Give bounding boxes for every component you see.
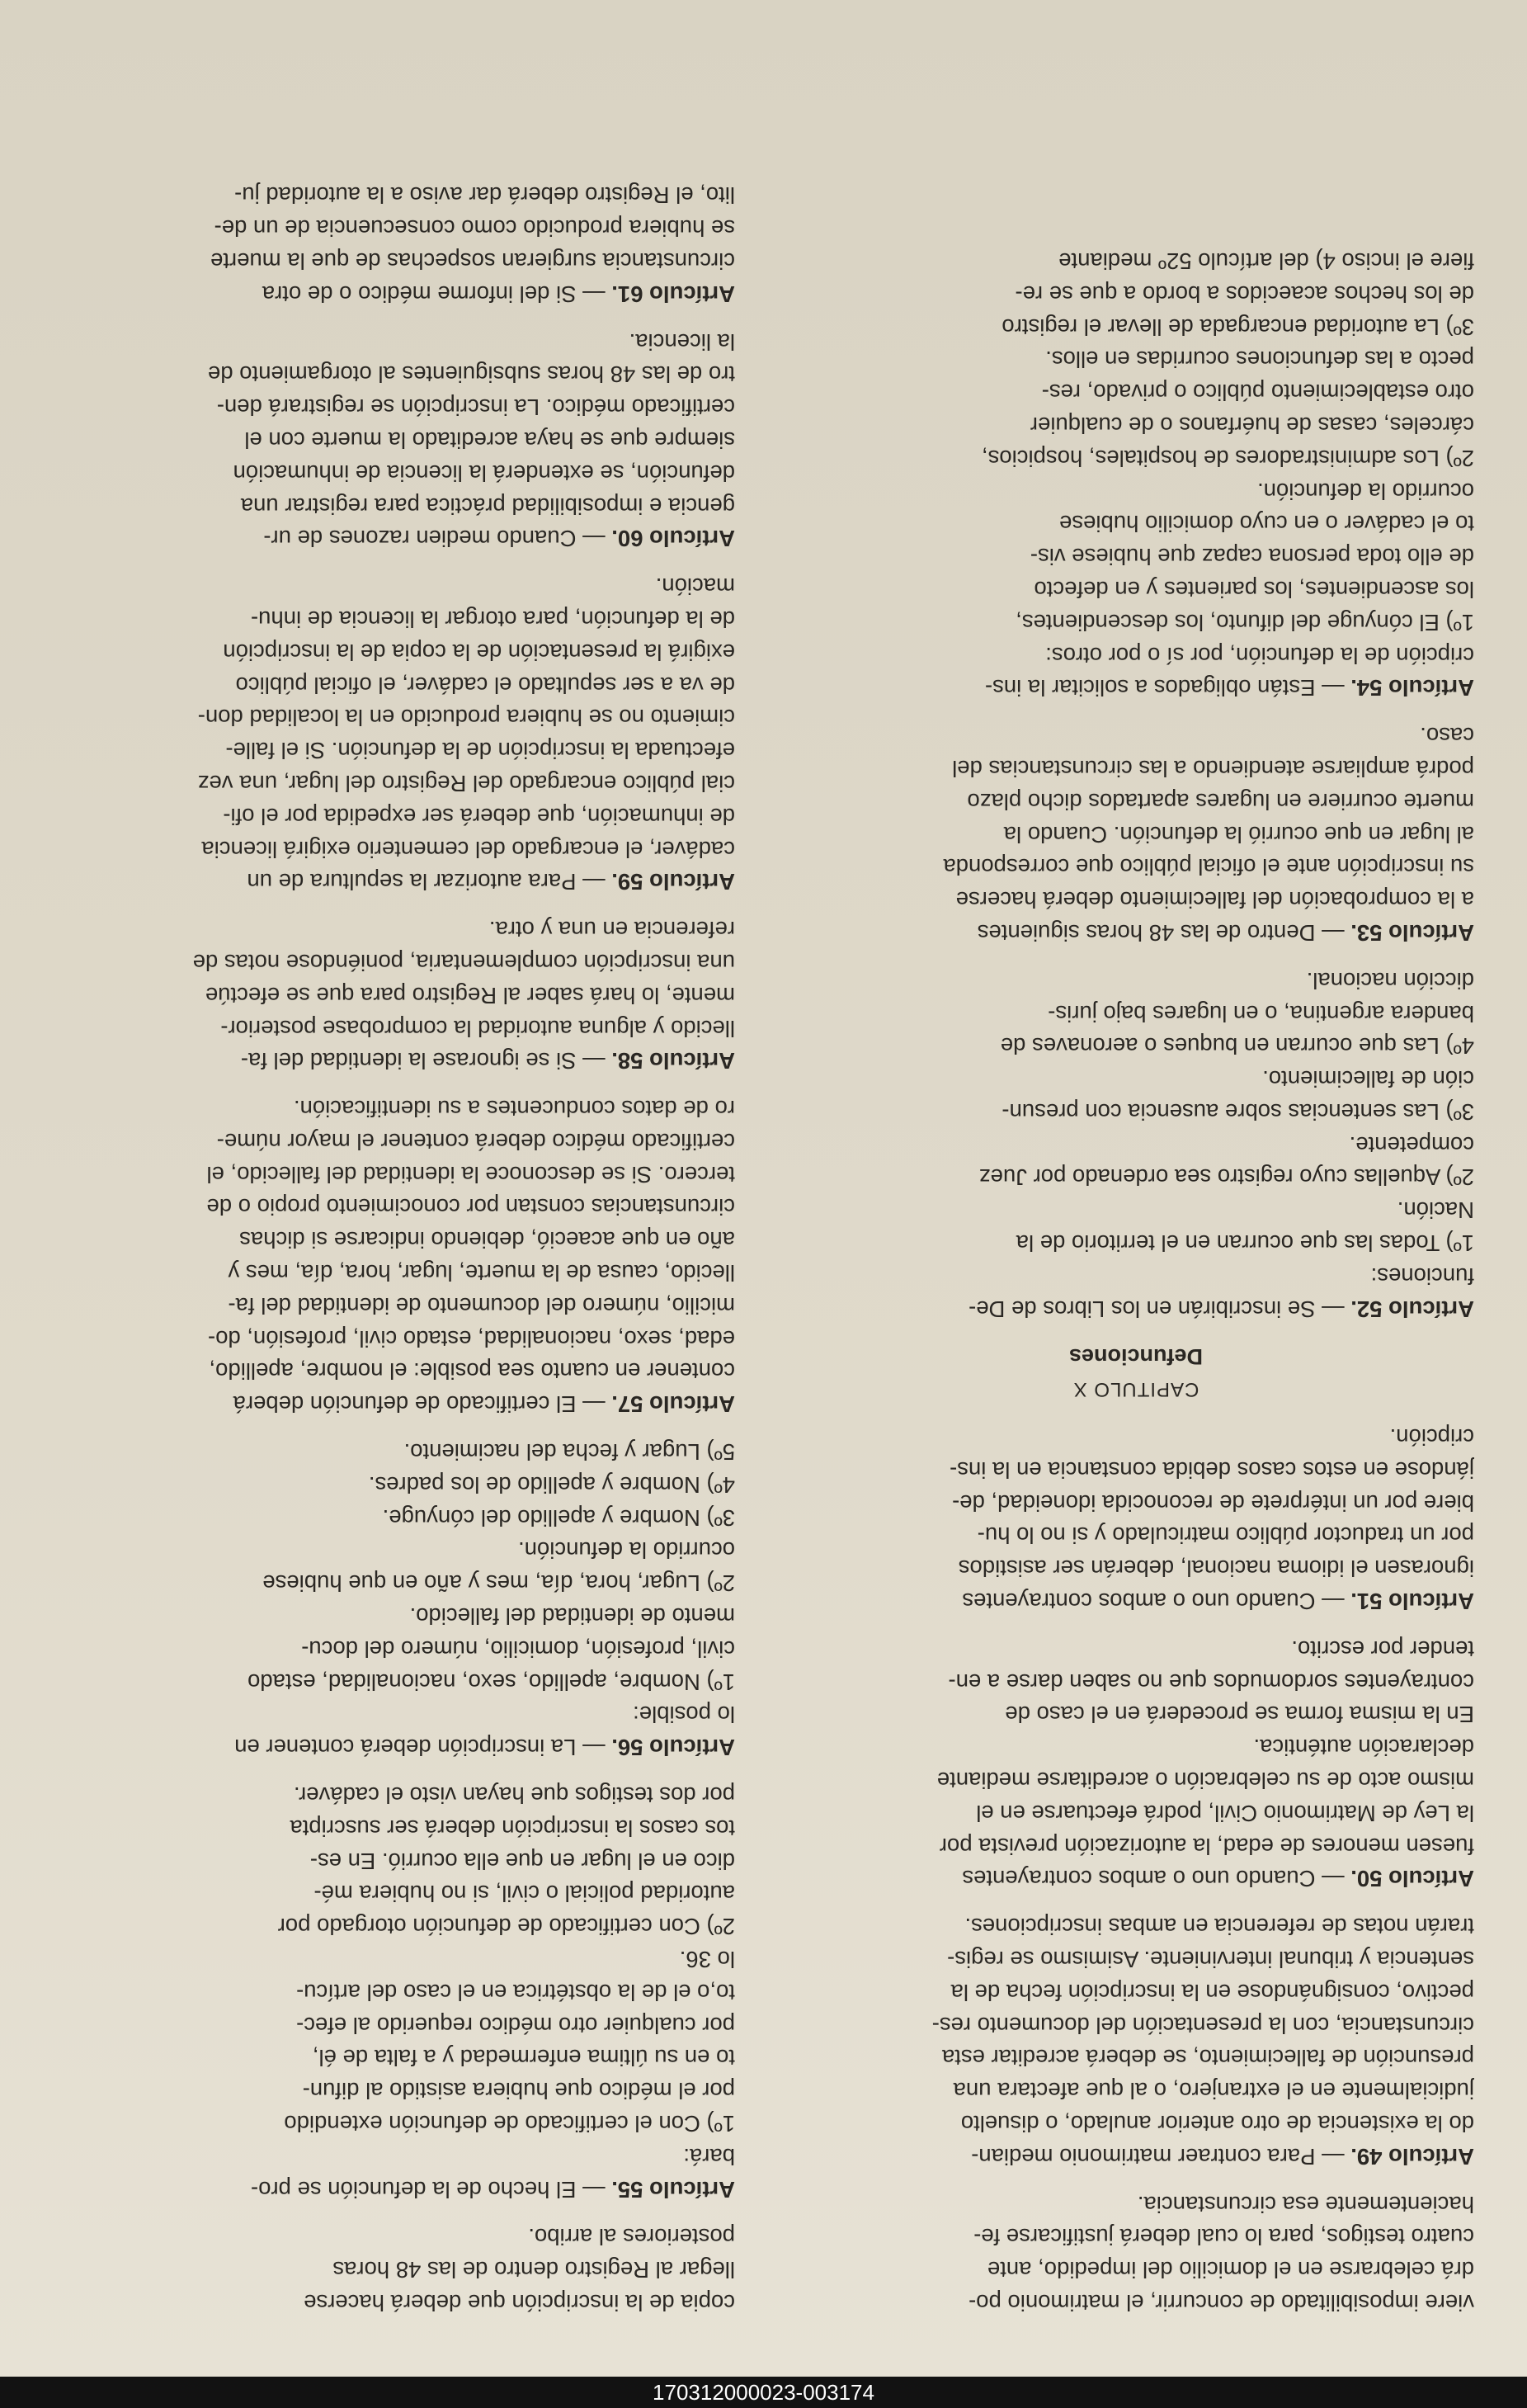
article-number: Artículo 59. <box>611 869 735 895</box>
text-line: ocurrido la defunción. <box>1257 478 1474 504</box>
text-line: mente, lo hará saber al Registro para que se efectúe <box>205 982 735 1008</box>
text-line: otro establecimiento público o privado, res- <box>1041 380 1474 406</box>
text-line: viere imposibilitado de concurrir, el matrimonio po- <box>969 2290 1474 2316</box>
text-line: 4º) Nombre y apellido de los padres. <box>368 1471 735 1498</box>
text-line: muerte ocurriere en lugares apartados dicho plazo <box>967 788 1474 814</box>
text-line: 2º) Lugar, hora, día, mes y año en que hubiese <box>262 1570 735 1597</box>
article-text: — Están obligados a solicitar la ins- <box>984 675 1351 701</box>
text-line: 3º) Nombre y apellido del cónyuge. <box>382 1504 735 1531</box>
article-number: Artículo 60. <box>611 526 735 552</box>
text-line: al lugar en que ocurrió la defunción. Cuando la <box>1003 821 1474 848</box>
text-line: tos casos la inscripción deberá ser suscripta <box>290 1815 735 1841</box>
text-line: siempre que se haya acreditado la muerte con el <box>244 427 735 453</box>
text-line: jándose en estos casos debida constancia en la ins- <box>950 1457 1474 1483</box>
text-line: por dos testigos que hayan visto el cadáver. <box>293 1782 735 1809</box>
text-line: do la existencia de otro anterior anulado, o disuelto <box>960 2111 1474 2137</box>
text-line: por un traductor público matriculado y si no lo hu- <box>977 1523 1474 1549</box>
text-line: llegar al Registro dentro de las 48 horas <box>332 2257 735 2283</box>
article-text: — El certificado de defunción deberá <box>233 1391 612 1418</box>
article-text: — Cuando uno o ambos contrayentes <box>962 1866 1351 1892</box>
text-line: por el médico que hubiera asistido al difun- <box>302 2078 735 2104</box>
text-line: una inscripción complementaria, poniéndose notas de <box>192 949 735 975</box>
article-first-line <box>798 916 1474 949</box>
text-line: a la comprobación del fallecimiento deberá hacerse <box>955 887 1474 914</box>
text-line: circunstancia surgieran sospechas de que la muerte <box>210 248 735 274</box>
article-number: Artículo 56. <box>611 1735 735 1761</box>
article-text: — Para autorizar la sepultura de un <box>247 869 612 895</box>
article-text: — El hecho de la defunción se pro- <box>251 2176 612 2203</box>
article-first-line <box>798 1863 1474 1896</box>
text-line: circunstancia, con la presentación del documento res- <box>931 2012 1474 2038</box>
text-line: presunción de fallecimiento, se deberá acreditar esta <box>941 2045 1474 2071</box>
scan-id-label: 170312000023-003174 <box>653 2380 874 2405</box>
text-line: sentencia y tribunal interviniente. Asimismo se regis- <box>947 1947 1474 1973</box>
text-line: los ascendientes, los parientes y en defecto <box>1034 576 1474 602</box>
paragraph-gap <box>59 555 735 569</box>
text-line: lito, el Registro deberá dar aviso a la autoridad ju- <box>234 182 735 209</box>
text-line: la licencia. <box>629 328 735 355</box>
text-line: to en su última enfermedad y a falta de él, <box>312 2045 735 2071</box>
text-line: cárceles, casas de huérfanos o de cualquier <box>1030 412 1474 438</box>
text-line: funciones: <box>1370 1263 1474 1289</box>
text-line: bandera argentina, o en lugares bajo juris- <box>1048 1000 1474 1027</box>
article-number: Artículo 58. <box>611 1048 735 1074</box>
paragraph-gap <box>59 1420 735 1435</box>
article-first-line <box>59 1730 735 1764</box>
article-first-line <box>59 866 735 899</box>
text-line: posteriores al arribo. <box>528 2224 735 2250</box>
article-first-line <box>798 1584 1474 1617</box>
text-line: de ello toda persona capaz que hubiese vis- <box>1030 544 1474 570</box>
text-line: su inscripción ante el oficial público que corresponda <box>943 854 1474 881</box>
paragraph-gap <box>59 1764 735 1778</box>
article-text: — La inscripción deberá contener en <box>234 1735 612 1761</box>
article-text: — Dentro de las 48 horas siguientes <box>977 919 1351 946</box>
text-line: En la misma forma se procederá en el caso de <box>1005 1702 1474 1728</box>
text-line: 1º) El cónyuge del difunto, los descendientes, <box>1016 609 1474 635</box>
text-line: to,o el de la obstétrica en el caso del artícu- <box>296 1979 735 2005</box>
text-line: llecido y alguna autoridad la comprobase posterior- <box>220 1015 735 1041</box>
article-first-line <box>798 2140 1474 2173</box>
text-line: trarán notas de referencia en ambas inscripciones. <box>964 1914 1474 1940</box>
article-number: Artículo 50. <box>1350 1866 1474 1892</box>
article-text: — Si del informe médico o de otra <box>262 281 612 307</box>
article-number: Artículo 53. <box>1350 919 1474 946</box>
text-line: llecido, causa de la muerte, lugar, hora, día, mes y <box>228 1260 735 1287</box>
text-line: ción de fallecimiento. <box>1262 1066 1474 1093</box>
article-number: Artículo 57. <box>611 1391 735 1418</box>
right-text-column <box>59 179 735 2319</box>
text-line: ignorasen el idioma nacional, deberán ser asistidos <box>958 1556 1474 1582</box>
text-line: fiere el inciso 4) del artículo 52º mediante <box>1058 248 1474 274</box>
text-line: 2º) Con certificado de defunción otorgado por <box>277 1914 735 1940</box>
text-line: referencia en una y otra. <box>488 917 735 943</box>
text-line: 2º) Los administradores de hospitales, hospicios, <box>981 445 1474 471</box>
article-number: Artículo 52. <box>1350 1296 1474 1322</box>
text-line: circunstancias constan por conocimiento propio o de <box>206 1194 735 1221</box>
text-line: lo posible: <box>633 1702 735 1728</box>
text-line: tro de las 48 horas subsiguientes al otorgamiento de <box>207 361 735 388</box>
text-line: judicialmente en el extranjero, o al que afectara una <box>953 2078 1474 2104</box>
text-line: mento de identidad del fallecido. <box>409 1603 735 1630</box>
chapter-heading: CAPITULO X <box>1072 1378 1199 1401</box>
article-first-line <box>59 522 735 555</box>
text-line: cadáver, el encargado del cementerio exigirá licencia <box>201 836 735 862</box>
text-line: cimiento no se hubiera producido en la localidad don- <box>197 705 735 731</box>
text-line: pecto a las defunciones ocurridas en ellos. <box>1045 347 1474 373</box>
paragraph-gap <box>798 704 1474 719</box>
paragraph-gap <box>59 310 735 325</box>
text-line: competente. <box>1349 1131 1474 1158</box>
text-line: cial público encargado del Registro del lugar, una vez <box>197 770 735 796</box>
article-first-line <box>798 1292 1474 1325</box>
text-line: autoridad policial o civil, si no hubiera mé- <box>313 1881 735 1907</box>
text-line: copia de la inscripción que deberá hacerse <box>304 2290 735 2316</box>
text-line: Nación. <box>1397 1197 1474 1224</box>
text-line: caso. <box>1420 723 1474 749</box>
text-line: biere por un intérprete de reconocida idoneidad, de- <box>952 1490 1474 1516</box>
text-line: tercero. Si se desconoce la identidad del fallecido, el <box>206 1161 735 1187</box>
paragraph-gap <box>798 949 1474 964</box>
text-line: la Ley de Matrimonio Civil, podrá efectuarse en el <box>976 1800 1474 1826</box>
article-text: — Si se ignorase la identidad del fa- <box>240 1048 612 1074</box>
text-line: de va a ser sepultado el cadáver, el oficial público <box>235 672 735 698</box>
left-text-column <box>798 244 1474 2319</box>
text-line: certificado médico. La inscripción se registrará den- <box>216 394 735 421</box>
text-line: de la defunción, para otorgar la licencia de inhu- <box>250 606 735 632</box>
paragraph-gap <box>798 1325 1474 1340</box>
text-line: 1º) Todas las que ocurran en el territorio de la <box>1016 1230 1474 1257</box>
text-line: de inhumación, que deberá ser expedida por el ofi- <box>223 803 735 829</box>
text-line: 3º) La autoridad encargada de llevar el registro <box>1002 314 1474 340</box>
text-line: 1º) Con el certificado de defunción extendido <box>284 2111 735 2137</box>
text-line: dicción nacional. <box>1306 967 1474 994</box>
text-line: 4º) Las que ocurran en buques o aeronaves de <box>1000 1033 1474 1060</box>
article-number: Artículo 49. <box>1350 2143 1474 2170</box>
text-line: mación. <box>655 574 735 600</box>
text-line: hacientemente esa circunstancia. <box>1137 2191 1474 2217</box>
text-line: bará: <box>683 2143 735 2170</box>
article-number: Artículo 54. <box>1350 675 1474 701</box>
text-line: podrá ampliarse atendiendo a las circunstancias del <box>952 755 1474 781</box>
text-line: por cualquier otro médico requerido al efec- <box>296 2012 735 2038</box>
article-first-line <box>59 2173 735 2206</box>
text-line: de los hechos acaecidos a bordo a que se re- <box>1015 281 1474 307</box>
text-line: cripción. <box>1389 1424 1474 1451</box>
text-line: ro de datos conducentes a su identificación. <box>293 1096 735 1122</box>
text-line: 1º) Nombre, apellido, sexo, nacionalidad, estado <box>247 1669 735 1695</box>
paragraph-gap <box>59 2206 735 2221</box>
text-line: 2º) Aquellas cuyo registro sea ordenado por Juez <box>978 1164 1474 1191</box>
text-line: contrayentes sordomudos que no saben darse a en- <box>948 1669 1474 1695</box>
text-line: tender por escrito. <box>1291 1636 1474 1662</box>
article-first-line <box>59 277 735 310</box>
text-line: micilio, número del documento de identidad del fa- <box>228 1292 735 1319</box>
text-line: cuatro testigos, para lo cual deberá justificarse fe- <box>973 2224 1474 2250</box>
text-line: defunción, se extenderá la licencia de inhumación <box>233 460 735 486</box>
article-number: Artículo 61. <box>611 281 735 307</box>
text-line: dico en el lugar en que ella ocurrió. En es- <box>309 1848 735 1874</box>
article-first-line <box>798 672 1474 705</box>
text-line: edad, sexo, nacionalidad, estado civil, profesión, do- <box>207 1325 735 1352</box>
text-line: gencia e imposibilidad práctica para registrar una <box>240 493 735 519</box>
text-line: exigirá la presentación de la copia de la inscripción <box>223 639 735 665</box>
article-text: — Cuando uno o ambos contrayentes <box>962 1589 1351 1615</box>
article-first-line <box>59 1045 735 1078</box>
text-line: cripción de la defunción, por sí o por otros: <box>1045 642 1474 668</box>
text-line: ocurrido la defunción. <box>518 1537 735 1564</box>
article-text: — Se inscribirán en los Libros de De- <box>969 1296 1351 1322</box>
text-line: se hubiera producido como consecuencia de un de- <box>214 215 735 242</box>
text-line: to el cadáver o en cuyo domicilio hubiese <box>1059 511 1474 537</box>
text-line: mismo acto de su celebración o acreditarse mediante <box>936 1768 1474 1794</box>
paragraph-gap <box>798 1617 1474 1632</box>
text-line: año en que acaeció, debiendo indicarse si dichas <box>239 1227 735 1254</box>
paragraph-gap <box>59 898 735 913</box>
text-line: pectivo, consignándose en la inscripción fecha de la <box>950 1979 1474 2005</box>
section-heading: Defunciones <box>1068 1344 1204 1370</box>
text-line: certificado médico deberá contener el mayor núme- <box>216 1128 735 1154</box>
scan-id-footer <box>0 2377 1527 2408</box>
text-line: declaración auténtica. <box>1253 1735 1474 1761</box>
text-line: 5º) Lugar y fecha del nacimiento. <box>403 1439 735 1466</box>
text-line: lo 36. <box>679 1947 735 1973</box>
text-line: civil, profesión, domicilio, número del docu- <box>301 1636 735 1662</box>
paragraph-gap <box>798 1895 1474 1910</box>
article-text: — Cuando medien razones de ur- <box>263 526 612 552</box>
article-number: Artículo 55. <box>611 2176 735 2203</box>
article-first-line <box>59 1387 735 1420</box>
text-line: 3º) Las sentencias sobre ausencia con presun- <box>1002 1098 1474 1125</box>
text-line: fuesen menores de edad, la autorización prevista por <box>939 1833 1474 1859</box>
article-text: — Para contraer matrimonio median- <box>971 2143 1351 2170</box>
article-number: Artículo 51. <box>1350 1589 1474 1615</box>
text-line: drá celebrarse en el domicilio del impedido, ante <box>987 2257 1474 2283</box>
paragraph-gap <box>798 2173 1474 2188</box>
text-line: efectuada la inscripción de la defunción. Si el falle- <box>225 738 735 764</box>
paragraph-gap <box>59 1077 735 1092</box>
text-line: contener en cuanto sea posible: el nombre, apellido, <box>209 1358 735 1385</box>
paragraph-gap <box>798 1405 1474 1420</box>
